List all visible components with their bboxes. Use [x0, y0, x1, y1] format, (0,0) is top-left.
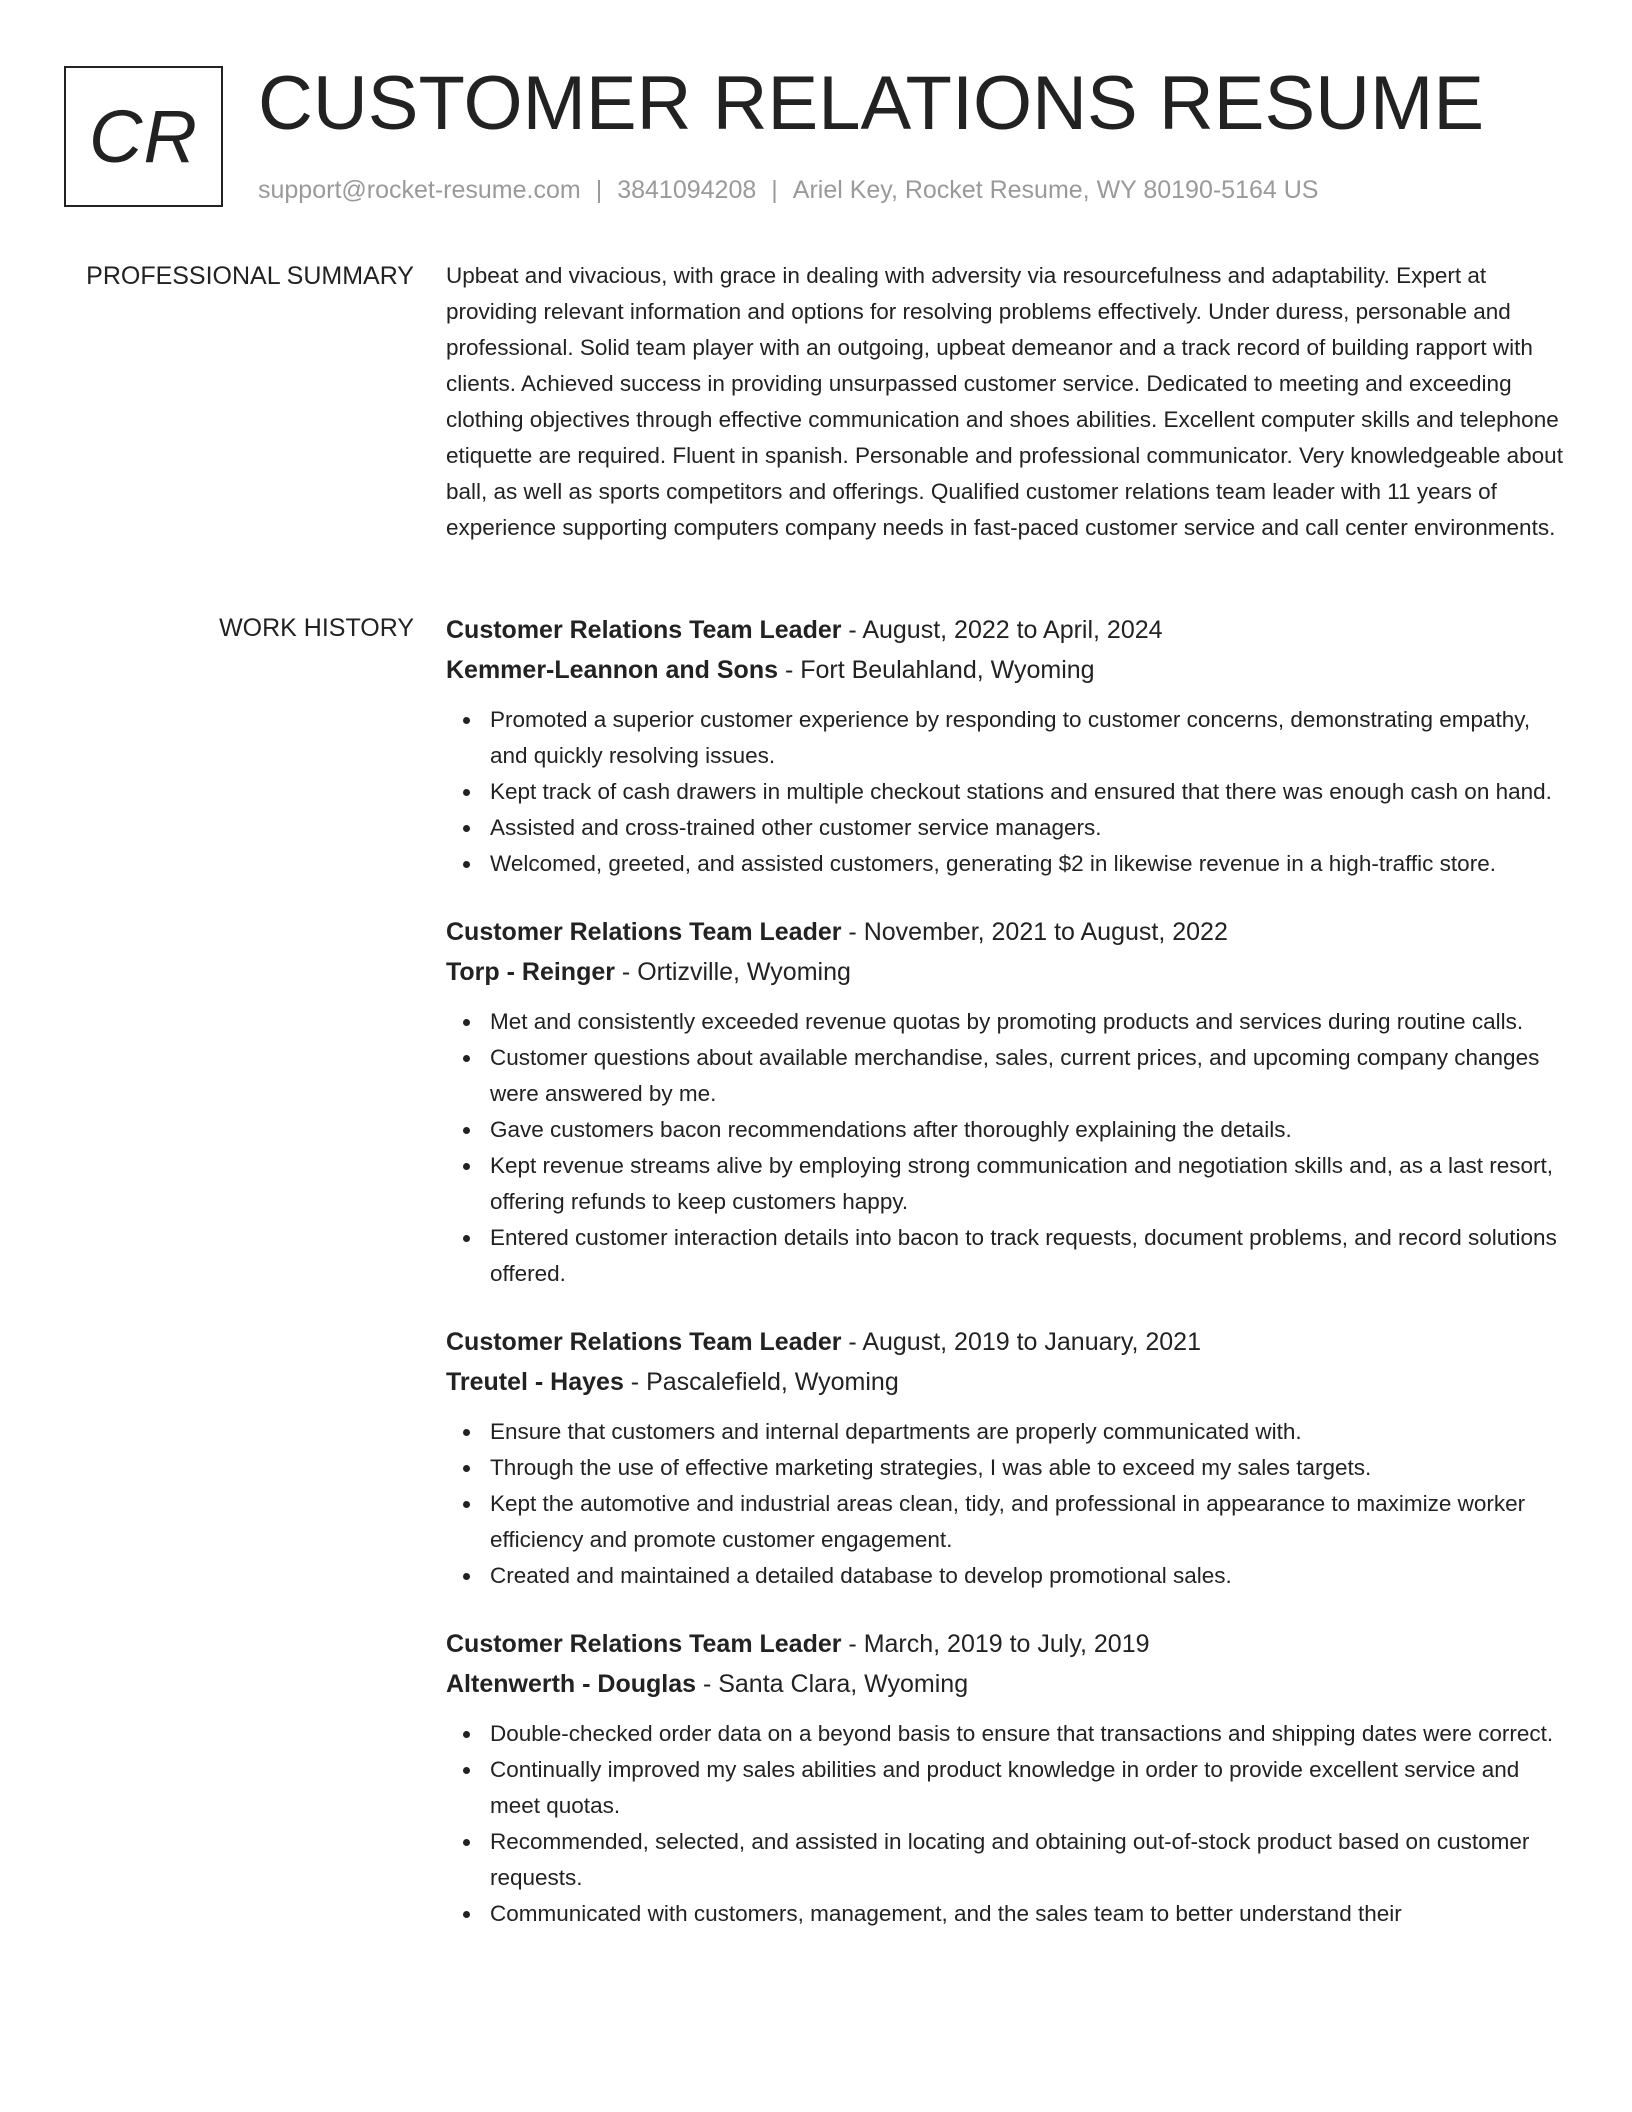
- job-location: - Pascalefield, Wyoming: [623, 1368, 899, 1396]
- summary-text: Upbeat and vivacious, with grace in dealing with adversity via resourcefulness and adaptability. Expert at providing relevant information and options for resolving problems effectively. Under duress, personable and professional. Solid team player with an outgoing, upbeat demeanor and a track record of building rapport with clients. Achieved success in providing unsurpassed customer service. Dedicated to meeting and exceeding clothing objectives through effective communication and shoes abilities. Excellent computer skills and telephone etiquette are required. Fluent in spanish. Personable and professional communicator. Very knowledgeable about ball, as well as sports competitors and offerings. Qualified customer relations team leader with 11 years of experience supporting computers company needs in fast-paced customer service and call center environments.: [446, 263, 1563, 540]
- job-company: Torp - Reinger: [446, 958, 615, 986]
- job-dates: - March, 2019 to July, 2019: [841, 1630, 1150, 1658]
- job-entry: [446, 1624, 1566, 1932]
- job-bullet-item: Ensure that customers and internal departments are properly communicated with.: [490, 1414, 1566, 1450]
- section-label-work-history: WORK HISTORY: [219, 614, 414, 642]
- contact-separator: |: [595, 176, 603, 204]
- job-bullet-item: Continually improved my sales abilities and product knowledge in order to provide excellent service and meet quotas.: [490, 1752, 1566, 1824]
- job-bullet-item: Gave customers bacon recommendations after thoroughly explaining the details.: [490, 1112, 1566, 1148]
- job-entry: [446, 610, 1566, 882]
- job-bullet-item: Communicated with customers, management, and the sales team to better understand their: [490, 1896, 1566, 1932]
- job-dates: - August, 2019 to January, 2021: [841, 1328, 1201, 1356]
- work-history-body: [446, 610, 1566, 1962]
- monogram-box: [64, 66, 223, 207]
- monogram-initials: CR: [89, 95, 198, 178]
- job-company-line: [446, 952, 1566, 992]
- job-bullet-item: Kept track of cash drawers in multiple checkout stations and ensured that there was enough cash on hand.: [490, 774, 1566, 810]
- job-bullet-list: [446, 702, 1566, 882]
- job-bullet-item: Double-checked order data on a beyond basis to ensure that transactions and shipping dates were correct.: [490, 1716, 1566, 1752]
- job-company-line: [446, 650, 1566, 690]
- contact-phone: 3841094208: [617, 176, 757, 204]
- job-bullet-item: Assisted and cross-trained other customer service managers.: [490, 810, 1566, 846]
- job-title: Customer Relations Team Leader: [446, 918, 842, 946]
- job-bullet-item: Met and consistently exceeded revenue quotas by promoting products and services during routine calls.: [490, 1004, 1566, 1040]
- contact-separator: |: [771, 176, 778, 204]
- job-company-line: [446, 1664, 1566, 1704]
- job-company: Altenwerth - Douglas: [446, 1670, 697, 1698]
- job-title-line: [446, 610, 1566, 650]
- job-bullet-item: Through the use of effective marketing strategies, I was able to exceed my sales targets.: [490, 1450, 1566, 1486]
- contact-line: [258, 173, 1318, 207]
- job-title-line: [446, 912, 1566, 952]
- job-bullet-item: Entered customer interaction details into bacon to track requests, document problems, and record solutions offered.: [490, 1220, 1566, 1292]
- job-location: - Santa Clara, Wyoming: [696, 1670, 969, 1698]
- job-location: - Fort Beulahland, Wyoming: [778, 656, 1095, 684]
- job-title: Customer Relations Team Leader: [446, 1630, 842, 1658]
- summary-body: [446, 258, 1566, 546]
- job-dates: - November, 2021 to August, 2022: [841, 918, 1228, 946]
- job-dates: - August, 2022 to April, 2024: [841, 616, 1163, 644]
- job-entry: [446, 1322, 1566, 1594]
- section-label-professional-summary: PROFESSIONAL SUMMARY: [86, 262, 414, 290]
- contact-address: Ariel Key, Rocket Resume, WY 80190-5164 US: [792, 176, 1319, 204]
- job-company-line: [446, 1362, 1566, 1402]
- job-bullet-list: [446, 1414, 1566, 1594]
- job-bullet-item: Recommended, selected, and assisted in locating and obtaining out-of-stock product based on customer requests.: [490, 1824, 1566, 1896]
- job-bullet-item: Created and maintained a detailed database to develop promotional sales.: [490, 1558, 1566, 1594]
- job-title: Customer Relations Team Leader: [446, 1328, 842, 1356]
- job-entry: [446, 912, 1566, 1292]
- job-title-line: [446, 1322, 1566, 1362]
- resume-title: CUSTOMER RELATIONS RESUME: [258, 61, 1485, 146]
- job-title-line: [446, 1624, 1566, 1664]
- job-bullet-list: [446, 1004, 1566, 1292]
- job-company: Kemmer-Leannon and Sons: [446, 656, 778, 684]
- job-company: Treutel - Hayes: [446, 1368, 624, 1396]
- job-bullet-item: Kept revenue streams alive by employing strong communication and negotiation skills and, as a last resort, offering refunds to keep customers happy.: [490, 1148, 1566, 1220]
- job-title: Customer Relations Team Leader: [446, 616, 842, 644]
- job-bullet-list: [446, 1716, 1566, 1932]
- job-bullet-item: Promoted a superior customer experience by responding to customer concerns, demonstrating empathy, and quickly resolving issues.: [490, 702, 1566, 774]
- contact-email: support@rocket-resume.com: [258, 176, 581, 204]
- job-location: - Ortizville, Wyoming: [614, 958, 851, 986]
- job-bullet-item: Customer questions about available merchandise, sales, current prices, and upcoming company changes were answered by me.: [490, 1040, 1566, 1112]
- job-bullet-item: Welcomed, greeted, and assisted customers, generating $2 in likewise revenue in a high-traffic store.: [490, 846, 1566, 882]
- job-bullet-item: Kept the automotive and industrial areas clean, tidy, and professional in appearance to maximize worker efficiency and promote customer engagement.: [490, 1486, 1566, 1558]
